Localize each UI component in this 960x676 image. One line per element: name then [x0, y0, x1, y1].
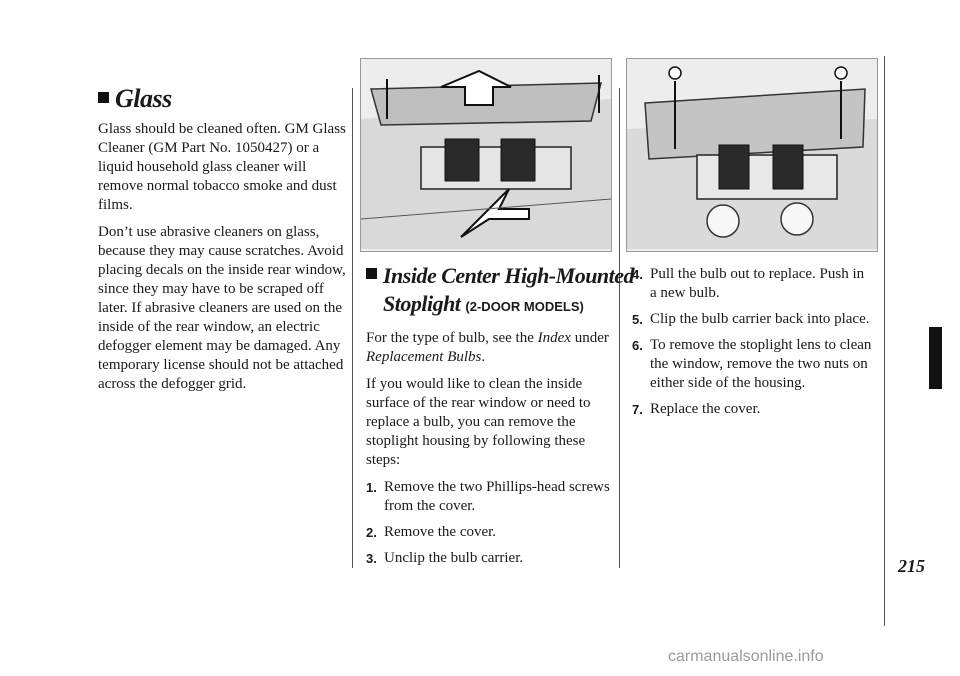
list-item: 4. Pull the bulb out to replace. Push in a new bulb. [632, 266, 865, 301]
page-number: 215 [898, 556, 925, 576]
stoplight-illustration-1 [360, 58, 612, 252]
steps-list-part2 [632, 265, 872, 419]
stoplight-section [366, 262, 635, 575]
bullet-icon [98, 92, 109, 103]
stoplight-paragraph-1: For the type of bulb, see the Index under Replacement Bulbs. [366, 330, 609, 365]
bullet-icon [366, 268, 377, 279]
glass-heading-text: Glass [115, 84, 172, 113]
replacement-bulbs-reference: Replacement Bulbs [366, 349, 482, 365]
stoplight-heading-line2: Stoplight [383, 291, 461, 316]
stoplight-heading [366, 262, 635, 290]
steps-list-part1 [366, 478, 614, 568]
glass-heading [98, 84, 348, 114]
column-rule-left [352, 88, 353, 568]
index-reference: Index [537, 330, 571, 346]
stoplight-heading-2 [366, 290, 614, 321]
stoplight-illustration-2 [626, 58, 878, 252]
list-item: 6. To remove the stoplight lens to clean the window, remove the two nuts on either side of the housing. [632, 337, 872, 391]
column-rule-right [884, 56, 885, 626]
stoplight-paragraph-2: If you would like to clean the inside surface of the rear window or need to replace a bulb, you can remove the stoplight housing by following these steps: [366, 376, 591, 468]
list-item: 3. Unclip the bulb carrier. [366, 550, 524, 566]
glass-section [98, 84, 348, 402]
stoplight-housing-drawing [361, 59, 611, 251]
glass-paragraph-1: Glass should be cleaned often. GM Glass Cleaner (GM Part No. 1050427) or a liquid household glass cleaner will remove normal tobacco smoke and dust films. [98, 121, 346, 213]
footer-watermark: carmanualsonline.info [668, 648, 824, 665]
stoplight-lens-drawing [627, 59, 877, 251]
list-item: 7. Replace the cover. [632, 401, 761, 417]
stoplight-steps-continued [632, 265, 872, 426]
list-item: 2. Remove the cover. [366, 524, 497, 540]
list-item: 1. Remove the two Phillips-head screws from the cover. [366, 479, 610, 514]
list-item: 5. Clip the bulb carrier back into place. [632, 311, 870, 327]
column-rule-middle [619, 88, 620, 568]
section-tab-marker [929, 327, 942, 389]
stoplight-heading-sub: (2-DOOR MODELS) [465, 299, 584, 314]
stoplight-heading-line1: Inside Center High-Mounted [383, 263, 635, 288]
glass-paragraph-2: Don’t use abrasive cleaners on glass, because they may cause scratches. Avoid placing decals on the inside rear window, since they may have to be scraped off later. If abrasive cleaners are used on the inside of the rear window, an electric defogger element may be damaged. Any temporary license should not be attached across the defogger grid. [98, 224, 346, 392]
